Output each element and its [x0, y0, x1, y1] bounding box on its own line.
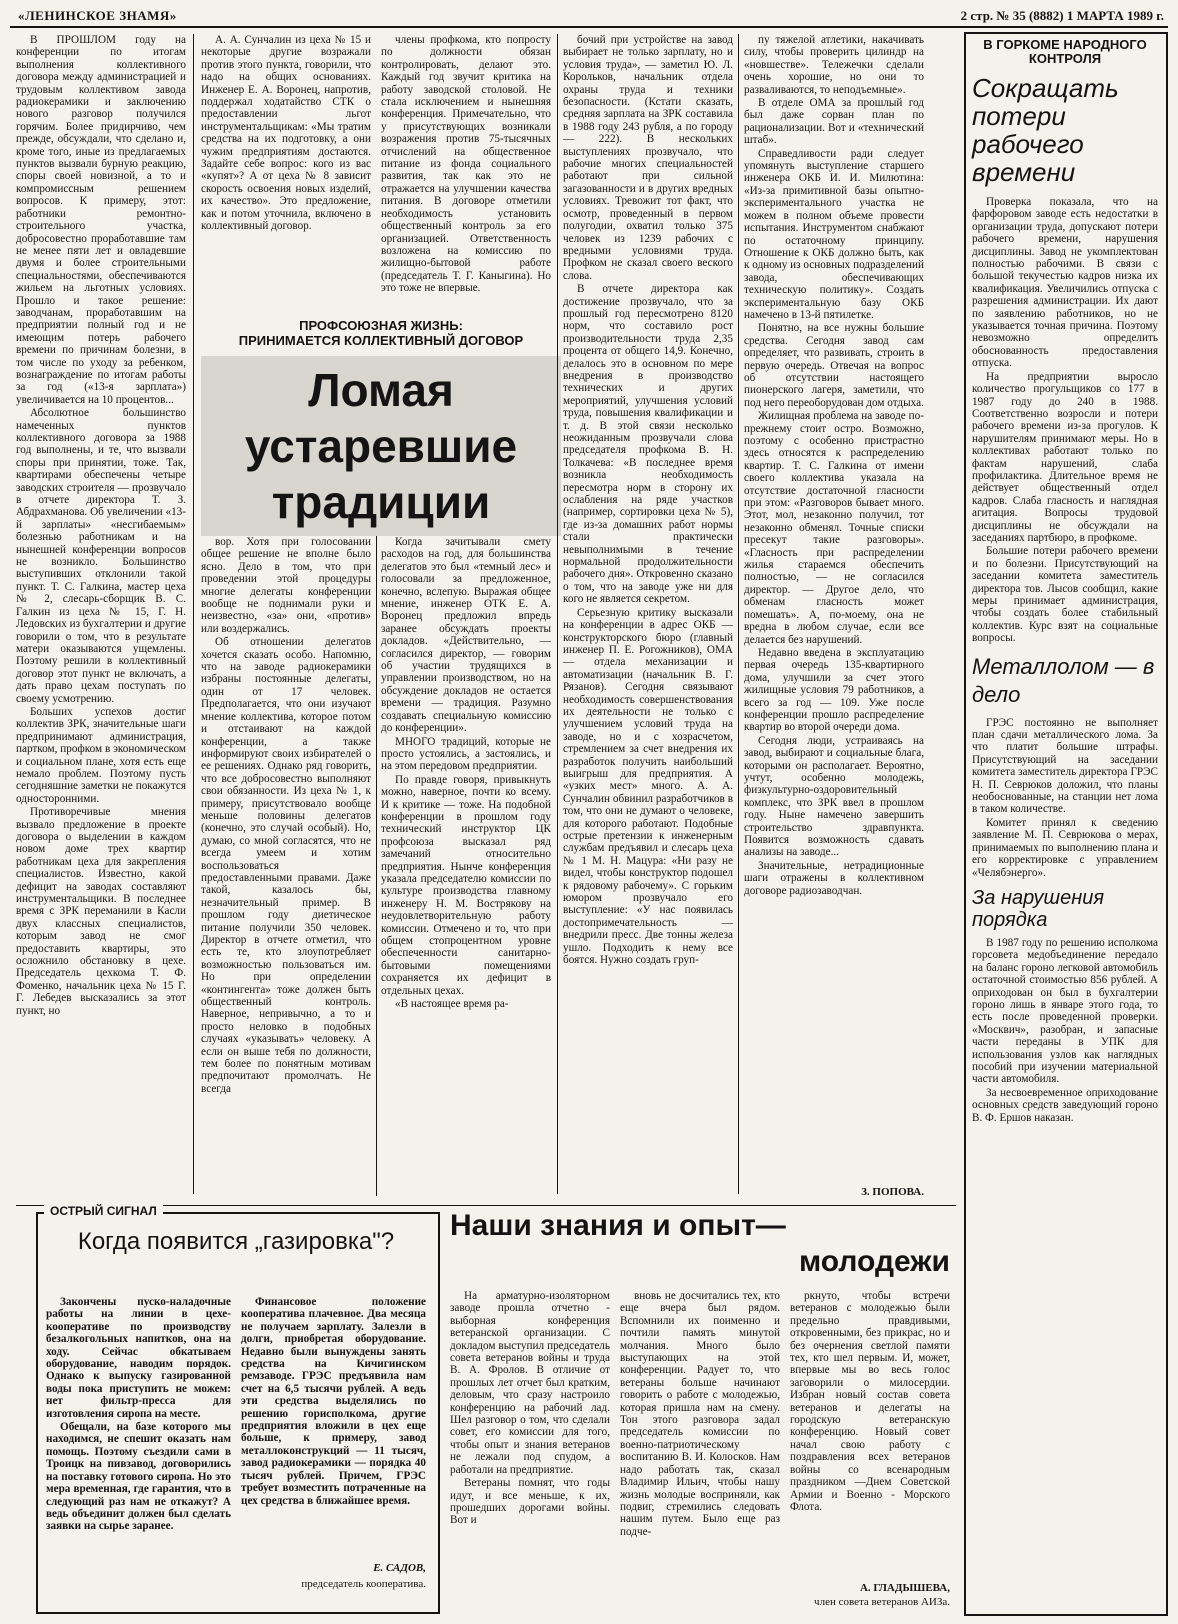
- signal-a1: Закончены пуско-наладочные работы на линии в цехе-кооперативе по производству безалкогольных напитков, она на ходу. Сейчас обкатываем оборудование, наводим порядок. Однако к выпуску газированной воды пока приступить не можем: нет фильтр-пресса для изготовления сиропа на месте.: [46, 1296, 231, 1420]
- sidebar-section-3: [972, 937, 1158, 1124]
- signal-a2: Обещали, на базе которого мы находимся, не спешит оказать нам помощь. Поэтому съездили сами в Троицк на пивзавод, договорились на поставку готового сиропа. Но это мера временная, где гарантия, что в следующий раз нам не откажут? А ведь объединит должен был сделать заявки на сырье заранее.: [46, 1421, 231, 1533]
- signal-col-1: [46, 1296, 231, 1596]
- col5-c: Понятно, на все нужны большие средства. Сегодня завод сам определяет, что развивать, строить в первую очередь. Отвечая на вопрос об отсутствии настоящего пионерского лагеря, заметили, что под него переоборудован дом отдыха.: [744, 322, 924, 409]
- sidebar-p6: В 1987 году по решению исполкома горсовета медобъединение передало на баланс гороно легковой автомобиль остаточной стоимостью 856 рублей. А оприходован он был в бухгалтерии гороно лишь в январе этого года, то есть после проведенной проверки. «Москвич», разобран, и запасные части переданы в УПК для использования узлов как наглядных пособий при изучении материальной части автомобиля.: [972, 936, 1158, 1086]
- sidebar-p3: Большие потери рабочего времени и по болезни. Присутствующий на заседании комитета заместитель директора тов. Лысов сообщил, какие меры принимает администрация, чтобы создать более стабильный коллектив. Курс взят на социальные вопросы.: [972, 545, 1158, 645]
- main-col-3-top: [381, 34, 551, 295]
- main-col-1: [16, 34, 186, 1204]
- col3-b: Когда зачитывали смету расходов на год, для большинства делегатов это был «темный лес» и голосовали за предложенное, конечно, вслепую. Выражая общее мнение, инженер ОТК Е. А. Воронец предложил впредь заранее обсуждать проекты докладов. «Действительно, — согласился директор, — говорим об участии трудящихся в управлении производством, но на обсуждение докладов не остается времени — традиция. Разумно создавать специальную комиссию до конференции».: [381, 536, 551, 735]
- veterans-c3: ркнуто, чтобы встречи ветеранов с молодежью были предельно правдивыми, откровенными, без прикрас, но и без очернения светлой памяти тех, кто шел первым. И, может, впервые мы во весь голос заговорили о милосердии. Избран новый состав совета ветеранов и делегаты на городскую ветеранскую конференцию. Новый совет начал свою работу с поздравления всех ветеранов войны со всенародным праздником —Днем Советской Армии и Военно - Морского Флота.: [790, 1290, 950, 1513]
- divider-1: [193, 34, 194, 1194]
- col1-top: [16, 34, 186, 406]
- sidebar-content: [972, 38, 1158, 1608]
- headline-block: [201, 318, 561, 528]
- veterans-headline: [450, 1208, 950, 1288]
- signal-signature-role: председатель кооператива.: [301, 1578, 426, 1590]
- col3-e: «В настоящее время ра-: [395, 998, 509, 1011]
- rubric-line-2: ПРИНИМАЕТСЯ КОЛЛЕКТИВНЫЙ ДОГОВОР: [238, 333, 524, 348]
- sidebar-p5: Комитет принял к сведению заявление М. П. Севрюкова о мерах, принимаемых по выполнению плана и его корректировке с управлением «Челябэнерго».: [972, 816, 1158, 879]
- col2-top: А. А. Сунчалин из цеха № 15 и некоторые другие возражали против этого пункта, говорили, что надо на общих основаниях. Инженер Е. А. Воронец, напротив, поддержал ходатайство СТК о предоставлении льгот инструментальщикам: «Мы тратим средства на их подготовку, а они чужим предприятиям достаются. Задайте себе вопрос: кого из вас «купят»? А от цеха № 8 зависит скорость освоения новых изделий, их качество». Это предложение, как и потом уточнила, включено в коллективный договор.: [201, 34, 371, 233]
- col5-e: Недавно введена в эксплуатацию первая очередь 135-квартирного дома, улучшили за счет этого жилищные условия 79 работников, а всего за год — 109. Уже после конференции прошло распределение квартир во второй очереди дома.: [744, 646, 924, 734]
- main-signature: З. ПОПОВА.: [861, 1186, 924, 1198]
- col5-d: Жилищная проблема на заводе по-прежнему стоит остро. Возможно, поэтому с особенно пристрастно здесь относятся к распределению квартир. Т. С. Галкина от имени своего коллектива указала на отсутствие достаточной гласности при этом: «Разговоров бывает много. Этот, мол, незаконно получил, тот незаконно обменял. Точные списки пресекут такие разговоры». «Гласность при распределении жилья стараемся обеспечить полностью, — не согласился директор. — Другое дело, что обменам гласность может помешать». А, по-моему, она не вредна в любом случае, если все делается без нарушений.: [744, 410, 924, 646]
- main-col-2: [201, 536, 371, 1196]
- headline-box: [201, 356, 561, 536]
- col3-top: члены профкома, кто попросту по должности обязан контролировать, делают это. Каждый год звучит критика на работу заводской столовой. Не стала исключением и нынешняя конференция. Примечательно, что у присутствующих возникали возражения против 75-тысячных отчислений на общественное питание из фонда социального развития, так как это не отражается на улучшении качества питания. В договоре отметили необходимость установить общественный контроль за его организацией. Ответственность возложена на комиссию по жилищно-бытовой работе (председатель Т. Г. Каныгина). Но это тоже не впервые.: [381, 34, 551, 295]
- signal-headline: Когда появится „газировка"?: [77, 1228, 395, 1255]
- sidebar-heading-2: Металлолом — в дело: [972, 653, 1155, 707]
- sidebar-p1: Проверка показала, что на фарфоровом заводе есть недостатки в организации труда, допускают потери рабочего времени, нарушения дисциплины. Завод не укомплектован полностью рабочими. В связи с большой текучестью кадров низка их квалификация. Увеличились отпуска с разрешения администрации. Их дают по заявлению работников, но не указывается точная причина. Поэтому невозможно определить обоснованность предоставления отпуска.: [972, 196, 1158, 370]
- col1-b: Больших успехов достиг коллектив ЗРК, значительные шаги предпринимают администрация, партком, профком в экономическом и социальном плане, хотя есть еще немало проблем. Поэтому пусть сегодняшние заметки не покажутся односторонними.: [16, 705, 186, 805]
- signal-a3: Финансовое положение кооператива плачевное. Два месяца не получаем зарплату. Залезли в долги, приобретая оборудование. Недавно были вынуждены занять средства на Кичигинском ремзаводе. ГРЭС предъявила нам счет на 6,5 тысячи рублей. А ведь эти средства выделялись по решению горисполкома, другие предприятия вложили в цех еще больше, к примеру, завод металлоконструкций — 11 тысяч, завод радиокерамики — порядка 40 тысяч рублей. Причем, ГРЭС требует возместить потраченные на цех средства в ближайшее время.: [241, 1296, 426, 1507]
- sidebar-p2: На предприятии выросло количество прогульщиков со 177 в 1987 году до 240 в 1988. Соответственно возросли и потери рабочего времени из-за прогулов. К нарушителям принимают меры. Но в коллективах работают только по фактам нарушений, слаба профилактика. Длительное время не действует общественный отдел кадров. Слаба гласность и наглядная агитация. Вопросы трудовой дисциплины не обсуждали на заседаниях партбюро, в профкоме.: [972, 370, 1158, 544]
- issue-line: 2 стр. № 35 (8882) 1 МАРТА 1989 г.: [960, 8, 1164, 23]
- col5-a: В отделе ОМА за прошлый год был даже сорван план по рационализации. Вот и «технический штаб».: [744, 97, 924, 147]
- main-col-2-top: [201, 34, 371, 279]
- veterans-c1: На арматурно-изоляторном заводе прошла отчетно - выборная конференция ветеранской организации. С докладом выступил председатель совета ветеранов войны и труда В. А. Фролов. В отличие от прошлых лет отчет был кратким, деловым, что сразу настроило конференцию на рабочий лад. Шел разговор о том, что сделали совет, его комиссии для того, чтобы опыт и знания ветеранов не лежали под спудом, а работали на предприятие.: [450, 1290, 610, 1476]
- veterans-col-2: [620, 1290, 780, 1610]
- sidebar-p7: За несвоевременное оприходование основных средств заведующий гороно В. Ф. Ершов наказан.: [972, 1086, 1158, 1124]
- col2-c: Об отношении делегатов хочется сказать особо. Напомню, что на заводе радиокерамики избраны постоянные делегаты, один от 17 человек. Предполагается, что они изучают мнение коллектива, которое потом и отстаивают на каждой конференции, а также информируют своих избирателей о ее решениях. Однако ряд говорить, что все добросовестно выполняют свои обязанности. Из цеха № 1, к примеру, присутствовало вообще меньше половины делегатов (конечно, это случай особый). Но, думаю, со мной согласятся, что не всегда умеем и хотим воспользоваться предоставленными правами. Даже такой, казалось бы, незначительный пример. В прошлом году диетическое питание получили 350 человек. Директор в отчете отметил, что есть те, кто злоупотребляет возможностью пользоваться им. Но при определении «контингента» тоже должен быть общественный контроль. Наверное, непривычно, а то и просто неловко в подобных случаях «указывать» человеку. А если он выше тебя по должности, тем более по понятным мотивам предпочитают промолчать. Не всегда: [201, 636, 371, 1095]
- veterans-signature: А. ГЛАДЫШЕВА,: [859, 1582, 950, 1594]
- col5-g: Значительные, нетрадиционные шаги отражены в коллективном договоре радиозаводчан.: [744, 859, 924, 897]
- col4-a: В отчете директора как достижение прозвучало, что за прошлый год пересмотрено 8120 норм, что составило рост производительности труда 2,35 процента от общего 14,9. Конечно, делалось это в основном по мере внедрения в производство технических и других мероприятий, улучшения условий труда, повышения квалификации и т. д. В этой связи несколько неожиданным прозвучали слова председателя профкома В. Н. Толкачева: «В последнее время возникла необходимость пересмотра норм в сторону их ослабления на ряде участков (например, сортировки цеха № 5), где из-за домашних работ нормы стали практически невыполнимыми в течение нормальной продолжительности рабочего дня». Откровенно сказано о том, что на заводе уже ни для кого не является секретом.: [563, 283, 733, 606]
- divider-3: [557, 34, 558, 1194]
- veterans-headline-1: Наши знания и опыт—: [450, 1209, 786, 1242]
- col2-b: вор. Хотя при голосовании общее решение не вполне было ясно. Дело в том, что при проведении этой процедуры многие делегаты конференции вообще не поднимали руки и неизвестно, «за» они, «против» или воздержались.: [201, 536, 371, 635]
- rubric-line-1: ПРОФСОЮЗНАЯ ЖИЗНЬ:: [299, 318, 463, 333]
- main-col-3: [381, 536, 551, 1196]
- col5-top: пу тяжелой атлетики, накачивать силу, чтобы проверить цилиндр на «новшестве». Тележечки сделали очень хорошие, но они то разваливаются, то неподъемные».: [744, 34, 924, 96]
- signal-col-2: [241, 1296, 426, 1558]
- signal-signature: Е. САДОВ,: [373, 1562, 426, 1574]
- col5-b: Справедливости ради следует упомянуть выступление старшего инженера ОКБ И. И. Милютина: «Из-за примитивной базы опытно-экспериментального участка не можем в полном объеме провести испытания. Инструментом снабжают по остаточному принципу. Отношение к ОКБ должно быть, как к одному из основных подразделений завода, обеспечивающих техническую политику». Создать экспериментальную базу ОКБ намечено в 13-й пятилетке.: [744, 147, 924, 321]
- main-col-5: [744, 34, 924, 1184]
- col1-c: Противоречивые мнения вызвало предложение в проекте договора о выделении в каждом новом доме трех квартир работникам цеха для закрепления специалистов. Известно, какой дефицит на заводах составляют инструментальщики. В последнее время с ЗРК переманили в Касли двух классных специалистов, которым завод не смог предоставить квартиры, это осложнило обстановку в цехе. Председатель цехкома Т. Ф. Фоменко, начальник цеха № 15 Г. Г. Лебедев высказались за этот пункт, но: [16, 806, 186, 1017]
- sidebar-p4: ГРЭС постоянно не выполняет план сдачи металлического лома. За что платит большие штрафы. Присутствующий на заседании комитета заместитель директора ГРЭС Н. П. Севрюков доложил, что планы необоснованные, на станции нет лома в таком количестве.: [972, 716, 1158, 816]
- signal-rubric: ОСТРЫЙ СИГНАЛ: [44, 1204, 163, 1218]
- col4-top: бочий при устройстве на завод выбирает не только зарплату, но и условия труда», — заметил Ю. Л. Корольков, начальник отдела охраны труда и техники безопасности. (Кстати сказать, средняя зарплата на ЗРК составила в 1988 году 243 рубля, а по городу — 222). В нескольких выступлениях прозвучало, что рабочие многих специальностей работают при сильной загазованности и в других вредных условиях. Тревожит тот факт, что осмотр, проведенный в первом полугодии, охватил только 375 человек из 1239 рабочих с вредными условиями труда. Профком не сказал своего веского слова.: [563, 34, 733, 282]
- sidebar-heading-1: Сокращать потери рабочего времени: [972, 73, 1119, 187]
- veterans-c1b: Ветераны помнят, что годы идут, и все меньше, к их, прошедших дорогами войны. Вот и: [450, 1477, 610, 1527]
- col3-d: По правде говоря, привыкнуть можно, наверное, почти ко всему. И к критике — тоже. На подобной конференции в прошлом году технический инструктор ЦК профсоюза высказал ряд замечаний относительно предприятия. Нынче конференция указала председателю комиссии по культуре производства главному инженеру Н. М. Вострякову на неудовлетворительную работу комиссии. Отмечено и то, что при общем стопроцентном уровне обеспеченности санитарно-бытовыми помещениями сохраняется их дефицит в отдельных цехах.: [381, 773, 551, 997]
- main-headline: Ломая устаревшие традиции: [244, 364, 518, 528]
- sidebar-section-2: [972, 717, 1158, 879]
- veterans-headline-2: молодежи: [798, 1245, 950, 1278]
- divider-4: [738, 34, 739, 1194]
- col3-c: МНОГО традиций, которые не просто устоялись, а застоялись, и на этом передовом предприятии.: [381, 735, 551, 773]
- main-col-4: [563, 34, 733, 1194]
- veterans-col-3: [790, 1290, 950, 1580]
- col4-b: Серьезную критику высказали на конференции в адрес ОКБ — конструкторского бюро (главный инженер П. Е. Рогожников), ОМА — отдела механизации и автоматизации (начальник В. Г. Рязанов). Сегодня связывают необходимость совершенствования их деятельности не только с улучшением условий труда на заводе, но и с хозрасчетом, стремлением за счет внедрения их разработок получить наибольший выигрыш для предприятия. А «узких мест» много. А. А. Сунчалин обвинил разработчиков в том, что они не думают о человеке, для которого работают. Подобные острые претензии к инженерным службам предъявил и слесарь цеха № 1 М. Н. Мацура: «Ни разу не видел, чтобы конструктор подошел к рядовому рабочему». С горьким юмором прозвучало его выступление: «У нас появилась достопримечательность — внедрили пресс. Две тонны железа ушло. Подходить к нему все боятся. Нужно создать груп-: [563, 606, 733, 967]
- col1-top-text: В ПРОШЛОМ году на конференции по итогам выполнения коллективного договора между администрацией и трудовым коллективом завода радиокерамики и заключению нового разговор получился горячим. Более придирчиво, чем прежде, обсуждали, что сделано и, кроме того, иные из предлагаемых пунктов вызвали бурную реакцию, споры своей новизной, а то и компромиссным решением вопросов. К примеру, этот: работники ремонтно-строительного участка, добросовестно проработавшие там не менее пяти лет и овладевшие двумя и более строительными специальностями, обеспечиваются жильем на льготных условиях. Прошло и такое решение: заводчанам, проработавшим на предприятии полный год и не имеющим потерь рабочего времени по причинам болезни, в том числе по уходу за ребенком, вознаграждение по итогам работы за год («13-я зарплата») увеличивается на 10 процентов...: [16, 34, 186, 406]
- col1-a: Абсолютное большинство намеченных пунктов коллективного договора за 1988 год выполнены, и те, что вызвали споры при принятии, тоже. Так, квартирами обеспечены четыре заводских строителя — прозвучало в отчете директора Т. З. Абдрахманова. Об увеличении «13-й зарплаты» «несгибаемым» болезнью работникам и на нынешней конференции вопросов не возникло. Большинство выступивших отклонили такой пункт. Т. С. Галкина, мастер цеха № 2, слесарь-сборщик В. С. Галкин из цеха № 15, Г. Н. Ледовских из бухгалтерии и другие говорили о том, что в результате матери оказываются ущемлены. Поэтому решили в коллективный договор этот пункт не включать, а дать право цехам поступать по своему усмотрению.: [16, 407, 186, 705]
- sidebar-section-1: [972, 196, 1158, 645]
- col5-f: Сегодня люди, устраиваясь на завод, выбирают и социальные блага, которыми он располагает. Вероятно, учтут, особенно молодежь, физкультурно-оздоровительный комплекс, что ЗРК ввел в прошлом году. Ныне намечено завершить строительство здравпункта. Появится возможность сдавать анализы на заводе...: [744, 734, 924, 859]
- masthead-title: «ЛЕНИНСКОЕ ЗНАМЯ»: [18, 8, 177, 23]
- sidebar-heading-3: За нарушения порядка: [972, 886, 1105, 931]
- veterans-c2: вновь не досчитались тех, кто еще вчера был рядом. Вспомнили их поименно и почтили память минутой молчания. Много было выступающих на этой конференции. Радует то, что ветераны больше начинают говорить о работе с молодежью, которая пришла нам на смену. Тон этого разговора задал председатель комиссии по военно-патриотическому воспитанию В. И. Колосков. Нам надо работать так, сказал Владимир Ильич, чтобы нашу жизнь молодые восприняли, как подвиг, стремились следовать нашим путем. Было еще раз подче-: [620, 1290, 780, 1538]
- veterans-signature-role: член совета ветеранов АИЗа.: [814, 1596, 950, 1608]
- veterans-col-1: [450, 1290, 610, 1610]
- sidebar-rubric: В ГОРКОМЕ НАРОДНОГО КОНТРОЛЯ: [983, 37, 1147, 66]
- top-rule: [10, 26, 1168, 28]
- divider-2: [376, 536, 377, 1196]
